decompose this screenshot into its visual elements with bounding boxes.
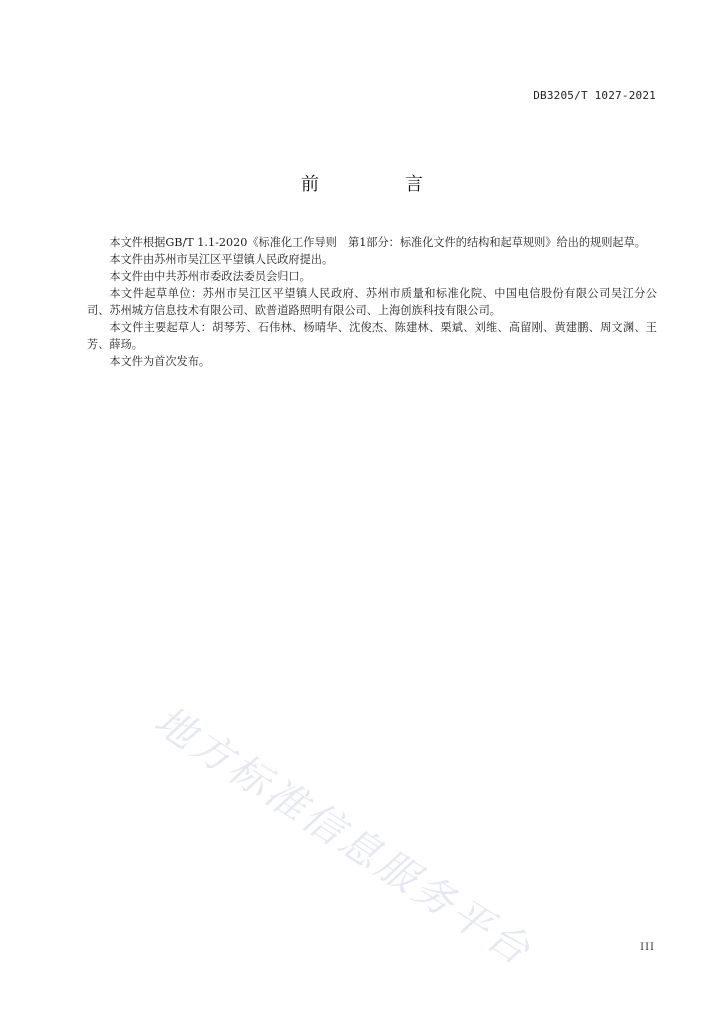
- paragraph-drafters: 本文件主要起草人：胡琴芳、石伟林、杨晴华、沈俊杰、陈建林、栗斌、刘维、高留刚、黄建鹏、周文渊、王芳、薛玚。: [87, 321, 657, 351]
- paragraph-drafting-units: 本文件起草单位：苏州市吴江区平望镇人民政府、苏州市质量和标准化院、中国电信股份有限公司吴江分公司、苏州城方信息技术有限公司、欧普道路照明有限公司、上海创族科技有限公司。: [87, 287, 657, 317]
- section-title: 前 言: [301, 174, 457, 195]
- page-number: III: [640, 942, 655, 953]
- document-code: DB3205/T 1027-2021: [533, 89, 656, 102]
- paragraph-drafting-basis: 本文件根据GB/T 1.1-2020《标准化工作导则 第1部分：标准化文件的结构和起草规则》给出的规则起草。: [109, 236, 646, 249]
- watermark-text: 地方标准信息服务平台: [146, 697, 541, 976]
- paragraph-proposer: 本文件由苏州市吴江区平望镇人民政府提出。: [109, 253, 334, 266]
- paragraph-centralized-by: 本文件由中共苏州市委政法委员会归口。: [109, 270, 311, 283]
- paragraph-first-release: 本文件为首次发布。: [109, 355, 211, 368]
- foreword-body: [87, 234, 657, 370]
